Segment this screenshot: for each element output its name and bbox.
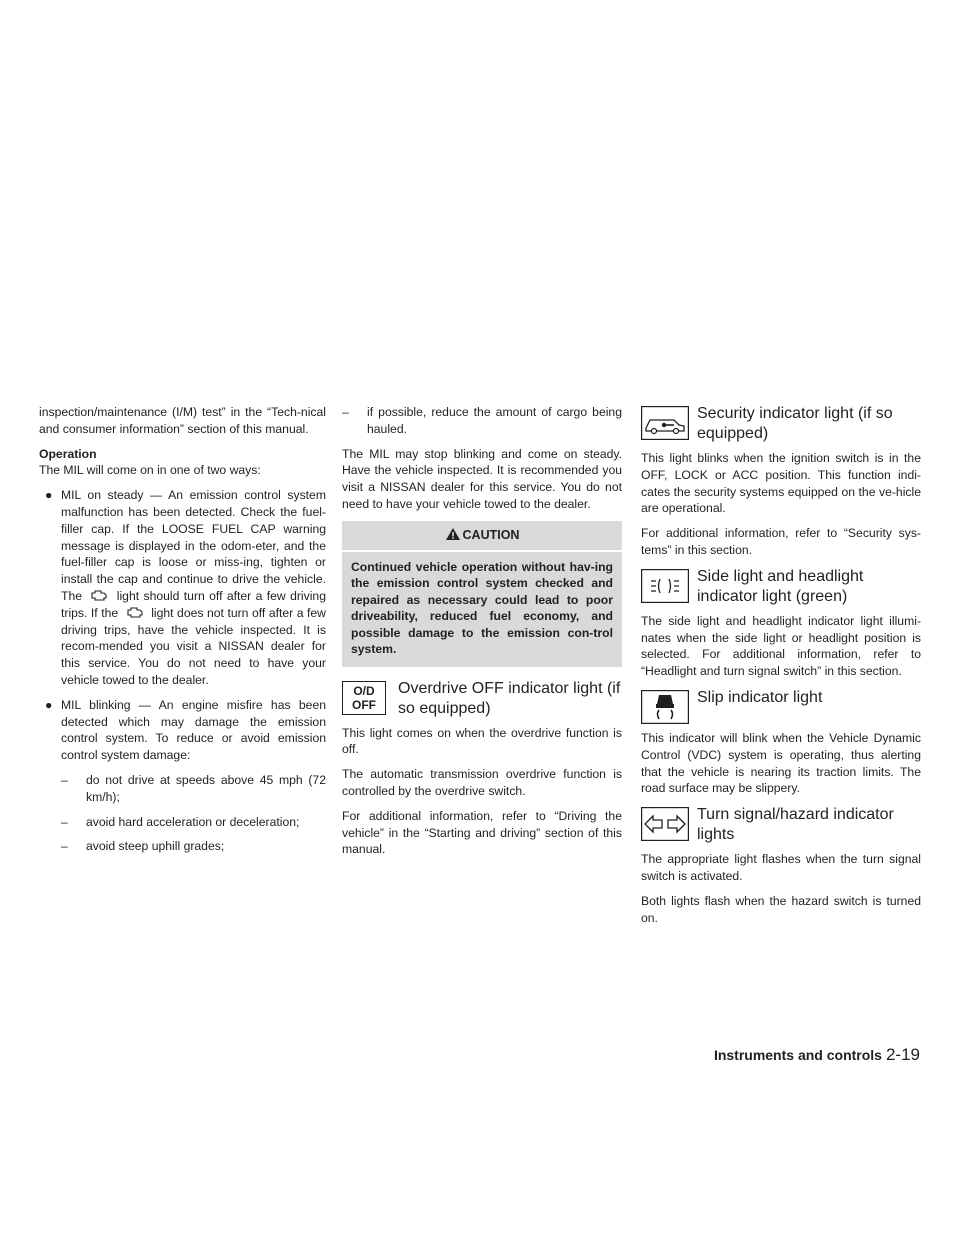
page-number: 2-19: [885, 1045, 920, 1064]
od-off-icon: O/D OFF: [342, 681, 386, 715]
caution-box: [342, 521, 622, 667]
dash-item: – if possible, reduce the amount of cargo being hauled.: [342, 405, 622, 436]
bullet-mil-blinking: [39, 697, 326, 764]
turn-paragraph-2: Both lights flash when the hazard switch is turned on.: [641, 893, 921, 925]
mil-stop-paragraph: The MIL may stop blinking and come on steady. Have the vehicle inspected. It is recommended you visit a NISSAN dealer for this service. You do not need to have your vehicle towed to the dealer.: [342, 446, 622, 511]
operation-lead: The MIL will come on in one of two ways:: [39, 463, 261, 478]
caution-title: CAUTION: [462, 527, 520, 542]
column-left: [39, 404, 326, 863]
security-paragraph-1: This light blinks when the ignition switch is in the OFF, LOCK or ACC position. This function indi-cates the security systems equipped on the ve-hicle are operational.: [641, 451, 921, 516]
bullet-mil-steady-text-c: light does not turn off after a few driving trips, have the vehicle inspected. It is recom-mended you visit a NISSAN dealer for this service. You do not need to have your vehicle towed to the dealer.: [61, 605, 326, 687]
caution-header: [342, 521, 622, 552]
bullet-mil-steady: [39, 487, 326, 689]
dash-list: [39, 772, 326, 855]
bullet-mil-steady-text-b: light should turn off after a few driving trips. If the: [61, 588, 326, 620]
bullet-dot: ●: [45, 488, 53, 503]
side-light-paragraph: The side light and headlight indicator light illumi-nates when the side light or headlight position is selected. For additional information, refer to “Headlight and turn signal switch” in this section.: [641, 613, 921, 679]
bullet-mil-blinking-text: MIL blinking — An engine misfire has been detected which may damage the emission control system. To reduce or avoid emission control system damage:: [61, 697, 326, 763]
caution-text: Continued vehicle operation without hav-ing the emission control system checked and repaired as necessary could lead to poor driveability, reduced fuel economy, and possible damage to the emission con-trol system.: [351, 559, 613, 657]
slip-car-icon: [641, 690, 689, 724]
section-overdrive-off: [342, 679, 622, 719]
section-security: [641, 404, 921, 444]
section-heading: Slip indicator light: [697, 688, 823, 706]
section-heading: Side light and headlight indicator light (green): [697, 567, 864, 605]
operation-heading: Operation: [39, 446, 97, 461]
bullet-dot: ●: [45, 697, 53, 712]
dash-item: – do not drive at speeds above 45 mph (72 km/h);: [61, 772, 326, 804]
od-paragraph-1: This light comes on when the overdrive function is off.: [342, 725, 622, 757]
turn-paragraph-1: The appropriate light flashes when the turn signal switch is activated.: [641, 852, 921, 883]
page-footer: [714, 1045, 920, 1065]
caution-triangle-icon: [445, 527, 461, 541]
od-paragraph-2: The automatic transmission overdrive function is controlled by the overdrive switch.: [342, 767, 622, 798]
section-turn-signal: [641, 805, 921, 845]
section-side-light: [641, 567, 921, 607]
column-middle: [342, 404, 622, 866]
turn-signal-arrows-icon: [641, 807, 689, 841]
bullet-mil-steady-text-a: MIL on steady — An emission control system malfunction has been detected. Check the fuel-filler cap. If the LOOSE FUEL CAP warning message is displayed in the odom-eter, and the fuel-filler cap is loose or miss-ing, tighten or install the cap and continue to drive the vehicle. The: [61, 488, 326, 603]
dash-item: – avoid steep uphill grades;: [61, 839, 225, 854]
intro-paragraph: inspection/maintenance (I/M) test” in the “Tech-nical and consumer information” section of this manual.: [39, 405, 326, 436]
od-paragraph-3: For additional information, refer to “Driving the vehicle” in the “Starting and driving” section of this manual.: [342, 808, 622, 857]
column-right: [641, 404, 921, 934]
section-heading: Security indicator light (if so equipped): [697, 405, 893, 442]
footer-section-title: Instruments and controls: [713, 1047, 882, 1063]
dash-item: – avoid hard acceleration or deceleration;: [61, 814, 300, 829]
engine-check-icon: [90, 589, 108, 601]
slip-paragraph: This indicator will blink when the Vehicle Dynamic Control (VDC) system is operating, thus alerting that the vehicle is nearing its traction limits. The road surface may be slippery.: [641, 730, 921, 796]
section-heading: Turn signal/hazard indicator lights: [697, 806, 894, 844]
section-slip: [641, 688, 921, 724]
section-heading: Overdrive OFF indicator light (if so equipped): [398, 679, 621, 717]
security-car-icon: [641, 406, 689, 440]
engine-check-icon: [126, 606, 144, 618]
side-light-headlight-icon: [641, 569, 689, 603]
security-paragraph-2: For additional information, refer to “Security sys-tems” in this section.: [641, 526, 921, 557]
